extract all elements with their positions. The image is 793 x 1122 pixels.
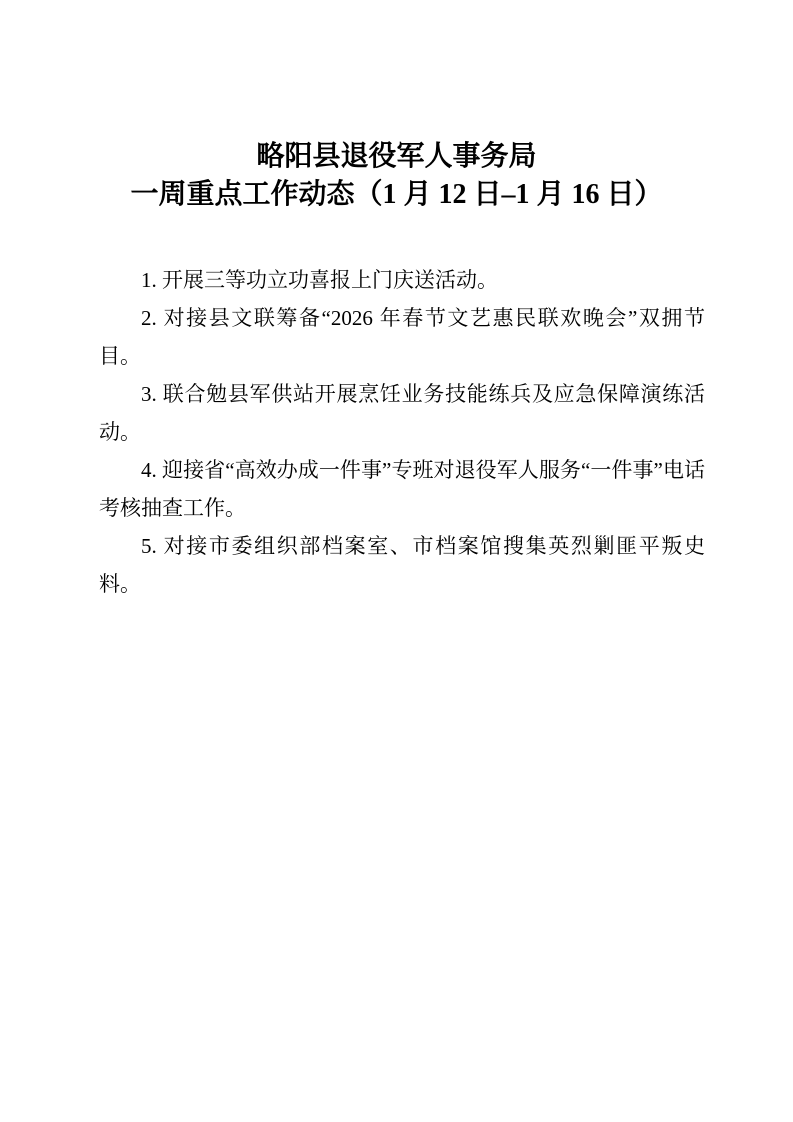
document-body bbox=[0, 261, 793, 603]
work-item-1: 1. 开展三等功立功喜报上门庆送活动。 bbox=[141, 268, 498, 292]
work-item-5: 5. 对接市委组织部档案室、市档案馆搜集英烈剿匪平叛史料。 bbox=[99, 534, 705, 596]
title-line-1: 略阳县退役军人事务局 bbox=[256, 141, 537, 172]
work-item-4: 4. 迎接省“高效办成一件事”专班对退役军人服务“一件事”电话考核抽查工作。 bbox=[99, 458, 705, 520]
work-item-3: 3. 联合勉县军供站开展烹饪业务技能练兵及应急保障演练活动。 bbox=[99, 382, 705, 444]
work-item-2: 2. 对接县文联筹备“2026 年春节文艺惠民联欢晚会”双拥节目。 bbox=[99, 306, 705, 368]
title-line-2: 一周重点工作动态（1 月 12 日–1 月 16 日） bbox=[130, 179, 663, 210]
document-title bbox=[60, 138, 733, 214]
